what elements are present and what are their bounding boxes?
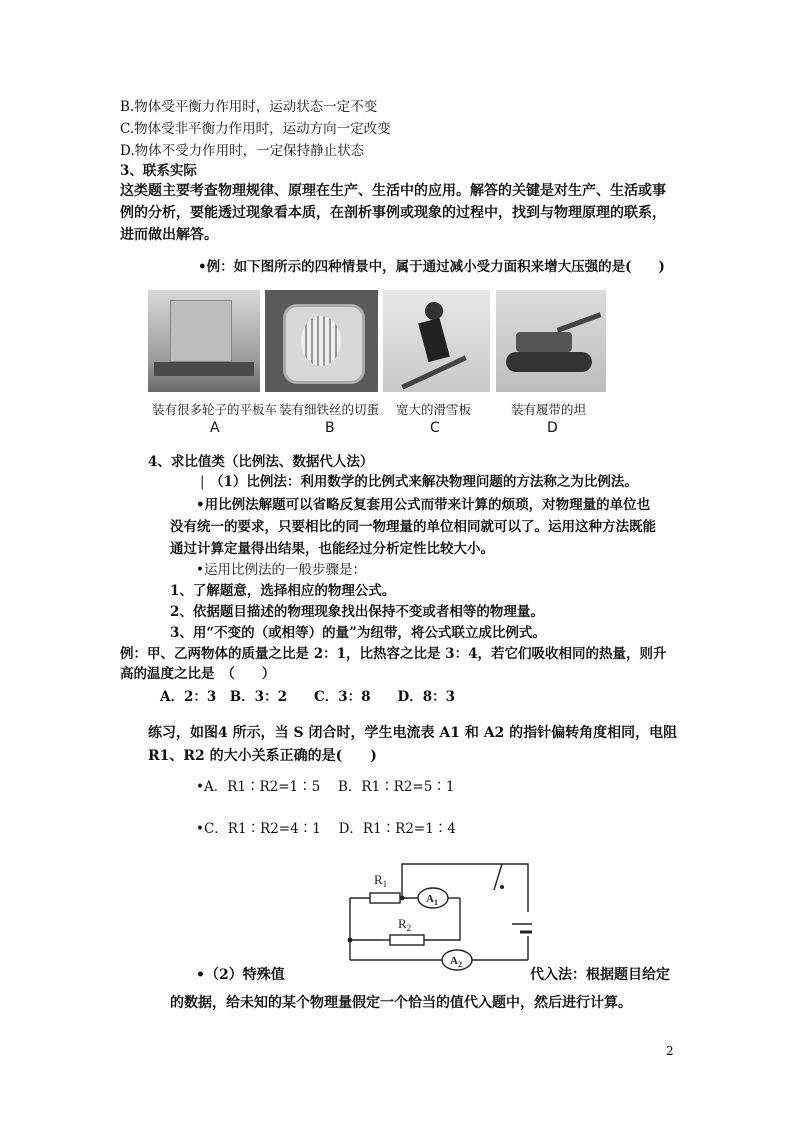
ratio-para-1: •用比例法解题可以省略反复套用公式而带来计算的烦琐，对物理量的单位也 (196, 497, 651, 513)
letter-c: C (430, 420, 440, 436)
junction-dot-1 (400, 896, 405, 901)
junction-dot-2 (348, 938, 353, 943)
option-b: B.物体受平衡力作用时，运动状态一定不变 (120, 99, 378, 115)
caption-d: 装有履带的坦 (511, 402, 587, 417)
circuit-diagram (342, 860, 532, 972)
step-2: 2、依据题目描述的物理现象找出保持不变或者相等的物理量。 (170, 604, 544, 620)
caption-b: 装有细铁丝的切蛋 (279, 402, 380, 417)
photo-tank (496, 290, 606, 392)
label-r1: $R_1$ (374, 872, 388, 889)
caption-c: 宽大的滑雪板 (396, 402, 472, 417)
paragraph-line-1: 这类题主要考查物理规律、原理在生产、生活中的应用。解答的关键是对生产、生活或事 (120, 183, 666, 199)
resistor-r1 (370, 893, 400, 903)
option-c: C.物体受非平衡力作用时，运动方向一定改变 (120, 121, 391, 137)
resistor-r2 (390, 935, 424, 945)
letter-d: D (547, 420, 558, 436)
special-value-desc-2: 的数据，给未知的某个物理量假定一个恰当的值代入题中，然后进行计算。 (170, 995, 632, 1011)
special-value-heading: •（2）特殊值 (196, 967, 285, 983)
photo-skier (383, 290, 490, 392)
example-2-options: A．2：3 B．3：2 C．3：8 D．8：3 (160, 689, 455, 705)
option-d: D.物体不受力作用时，一定保持静止状态 (120, 143, 365, 159)
special-value-desc: 代入法：根据题目给定 (530, 967, 670, 983)
practice-options-cd: •C．R1∶R2=4∶1 D．R1∶R2=1∶4 (196, 821, 456, 837)
section-4-heading: 4、求比值类（比例法、数据代人法） (148, 454, 374, 470)
ratio-method-def: （1）比例法：利用数学的比例式来解决物理问题的方法称之为比例法。 (210, 474, 638, 490)
page-number: 2 (666, 1044, 674, 1058)
practice-options-ab: •A．R1∶R2=1∶5 B．R1∶R2=5∶1 (196, 779, 455, 795)
example-1: •例：如下图所示的四种情景中，属于通过减小受力面积来增大压强的是( ) (198, 259, 665, 275)
letter-b: B (325, 420, 335, 436)
ratio-para-3: 通过计算定量得出结果，也能经过分析定性比较大小。 (170, 541, 494, 557)
label-a2: $A_2$ (450, 955, 462, 969)
letter-a: A (210, 420, 220, 436)
practice-line-2: R1、R2 的大小关系正确的是( ) (148, 748, 377, 764)
photo-egg-slicer (265, 290, 378, 392)
example-2-line-2: 高的温度之比是 （ ） (120, 666, 276, 682)
photo-flatbed-truck (148, 290, 260, 392)
caption-a: 装有很多轮子的平板车 (152, 402, 278, 417)
label-r2: $R_2$ (398, 916, 412, 933)
label-a1: $A_1$ (426, 893, 438, 907)
steps-heading: •运用比例法的一般步骤是： (196, 562, 366, 578)
ratio-bullet-mark: | (200, 474, 205, 490)
section-3-heading: 3、联系实际 (120, 163, 197, 179)
step-1: 1、了解题意，选择相应的物理公式。 (170, 583, 396, 599)
practice-line-1: 练习，如图4 所示，当 S 闭合时，学生电流表 A1 和 A2 的指针偏转角度相同，电阻 (148, 725, 678, 741)
paragraph-line-2: 例的分析，要能透过现象看本质，在剖析事例或现象的过程中，找到与物理原理的联系， (120, 205, 666, 221)
switch-dot (500, 885, 504, 889)
step-3: 3、用“不变的（或相等）的量”为纽带，将公式联立成比例式。 (170, 625, 546, 641)
paragraph-line-3: 进而做出解答。 (120, 227, 218, 243)
example-2-line-1: 例：甲、乙两物体的质量之比是 2：1，比热容之比是 3：4，若它们吸收相同的热量，则升 (120, 646, 667, 662)
ratio-para-2: 没有统一的要求，只要相比的同一物理量的单位相同就可以了。运用这种方法既能 (170, 519, 656, 535)
